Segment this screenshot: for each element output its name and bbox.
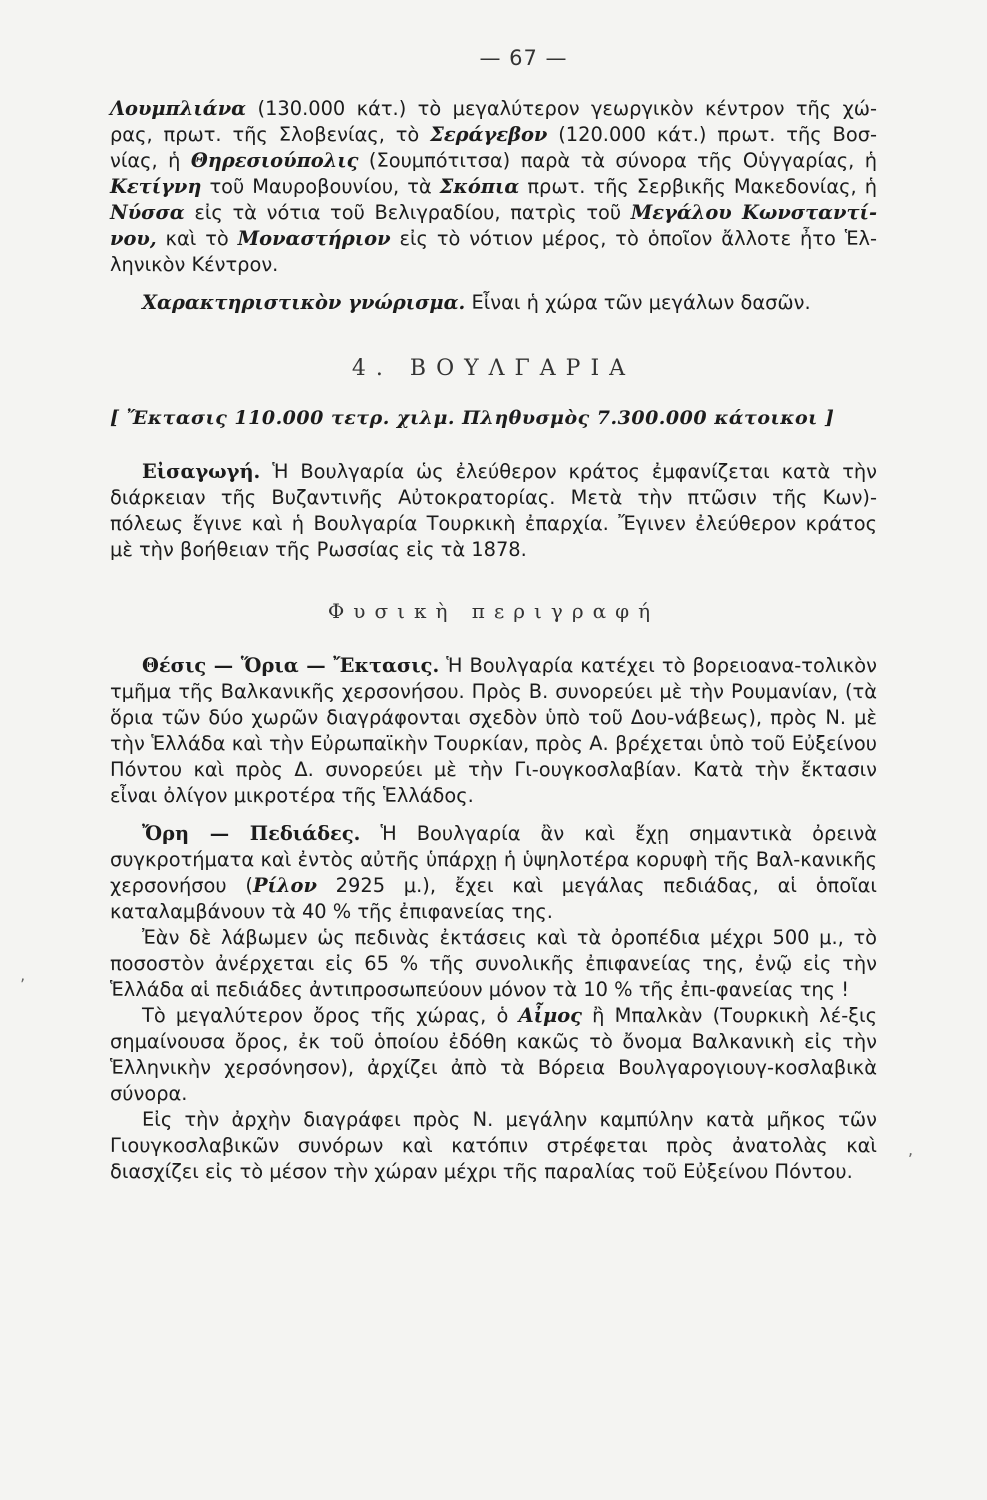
text-run: Εἶναι ἡ χώρα τῶν μεγάλων δασῶν.: [465, 291, 811, 314]
subsection-title: Φυσικὴ περιγραφή: [327, 599, 660, 623]
text-run: καὶ τὸ: [156, 227, 238, 250]
country-stats: [ Ἔκτασις 110.000 τετρ. χιλμ. Πληθυσμὸς 7.300.000 κάτοικοι ]: [110, 407, 835, 429]
text-run: (130.000 κάτ.) τὸ μεγαλύτερον γεωργικὸν κέντρον τῆς χώ-ρας, πρωτ. τῆς Σλοβενίας, τὸ: [110, 97, 877, 146]
text-run: εἰς τὰ νότια τοῦ Βελιγραδίου, πατρὶς τοῦ: [184, 201, 631, 224]
text-run: τοῦ Μαυροβουνίου, τὰ: [201, 175, 440, 198]
text-run: ἢ Μπαλκὰν (Τουρκικὴ λέ-ξις σημαίνουσα ὄρος, ἐκ τοῦ ὁποίου ἐδόθη κακῶς τὸ ὄνομα Βαλκανικὴ εἰς τὴν Ἑλληνικὴν χερσόνησον), ἀρχίζει ἀπὸ τὰ Βόρεια Βουλγαρογιουγ-κοσλαβικὰ σύνορα.: [110, 1004, 877, 1105]
mountains-label: Ὄρη — Πεδιάδες.: [142, 822, 361, 845]
page-number: — 67 —: [479, 46, 568, 70]
section-title: 4. ΒΟΥΛΓΑΡΙΑ: [351, 356, 636, 381]
mountain-haemus: Αἶμος: [518, 1004, 582, 1027]
position-label: Θέσις — Ὅρια — Ἔκτασις.: [142, 654, 440, 677]
text-run: Ἡ Βουλγαρία ὡς ἐλεύθερον κράτος ἐμφανίζεται κατὰ τὴν διάρκειαν τῆς Βυζαντινῆς Αὐτοκρατορίας. Μετὰ τὴν πτῶσιν τῆς Κων)-πόλεως ἔγινε καὶ ἡ Βουλγαρία Τουρκικὴ ἐπαρχία. Ἔγινεν ἐλεύθερον κράτος μὲ τὴν βοήθειαν τῆς Ρωσσίας εἰς τὰ 1878.: [110, 460, 877, 561]
text-run: (Σουμπότιτσα) παρὰ τὰ σύνορα τῆς Οὑγγαρίας, ἡ: [358, 149, 877, 172]
mountain-rila: Ρίλον: [252, 874, 317, 897]
characteristic-label: Χαρακτηριστικὸν γνώρισμα.: [142, 291, 466, 314]
paragraph-characteristic: [110, 290, 877, 316]
paragraph-cities: [110, 96, 877, 278]
text-run: Ἡ Βουλγαρία κατέχει τὸ βορειοανα-τολικὸν τμῆμα τῆς Βαλκανικῆς χερσονήσου. Πρὸς Β. συνορεύει μὲ τὴν Ρουμανίαν, (τὰ ὅρια τῶν δύο χωρῶν διαγράφονται σχεδὸν ὑπὸ τοῦ Δου-νάβεως), πρὸς Ν. μὲ τὴν Ἑλλάδα καὶ τὴν Εὐρωπαϊκὴν Τουρκίαν, πρὸς Α. βρέχεται ὑπὸ τοῦ Εὐξείνου Πόντου καὶ πρὸς Δ. συνορεύει μὲ τὴν Γι-ουγκοσλαβίαν. Κατὰ τὴν ἔκτασιν εἶναι ὀλίγον μικροτέρα τῆς Ἑλλάδος.: [110, 654, 877, 807]
paragraph-haemus: [110, 1003, 877, 1107]
city-monastir: Μοναστήριον: [237, 227, 391, 250]
text-run: 2925 μ.), ἔχει καὶ μεγάλας πεδιάδας, αἱ ὁποῖαι καταλαμβάνουν τὰ 40 % τῆς ἐπιφανείας της.: [110, 874, 877, 923]
city-subotica: Θηρεσιούπολις: [190, 149, 359, 172]
text-run: Ἡ Βουλγαρία ἂν καὶ ἔχῃ σημαντικὰ ὀρεινὰ συγκροτήματα καὶ ἐντὸς αὐτῆς ὑπάρχῃ ἡ ὑψηλοτέρα κορυφὴ τῆς Βαλ-κανικῆς χερσονήσου (: [110, 822, 877, 897]
margin-mark: ,: [908, 1140, 914, 1159]
paragraph-balkan-course: Εἰς τὴν ἀρχὴν διαγράφει πρὸς Ν. μεγάλην καμπύλην κατὰ μῆκος τῶν Γιουγκοσλαβικῶν συνόρων καὶ κατόπιν στρέφεται πρὸς ἀνατολὰς καὶ διασχίζει εἰς τὸ μέσον τὴν χώραν μέχρι τῆς παραλίας τοῦ Εὐξείνου Πόντου.: [110, 1108, 877, 1183]
text-run: Τὸ μεγαλύτερον ὄρος τῆς χώρας, ὁ: [142, 1004, 519, 1027]
text-run: εἰς τὸ νότιον μέρος, τὸ ὁποῖον ἄλλοτε ἦτο Ἑλ-ληνικὸν Κέντρον.: [110, 227, 877, 276]
text-run: πρωτ. τῆς Σερβικῆς Μακεδονίας, ἡ: [519, 175, 877, 198]
paragraph-introduction: [110, 459, 877, 563]
city-sarajevo: Σεράγεβον: [430, 123, 548, 146]
person-constantine: Μεγάλου Κωνσταντί-νου,: [110, 201, 877, 250]
text-run: (120.000 κάτ.) πρωτ. τῆς Βοσ-νίας, ἡ: [110, 123, 877, 172]
city-nis: Νύσσα: [110, 201, 185, 224]
city-ljubljana: Λουμπλιάνα: [110, 97, 247, 120]
paragraph-position: [110, 653, 877, 809]
city-cetinje: Κετίγνη: [110, 175, 202, 198]
margin-mark: ’: [20, 975, 26, 994]
city-skopje: Σκόπια: [439, 175, 520, 198]
introduction-label: Εἰσαγωγή.: [142, 460, 261, 483]
paragraph-mountains: [110, 821, 877, 925]
paragraph-plains: Ἐὰν δὲ λάβωμεν ὡς πεδινὰς ἐκτάσεις καὶ τὰ ὀροπέδια μέχρι 500 μ., τὸ ποσοστὸν ἀνέρχεται εἰς 65 % τῆς συνολικῆς ἐπιφανείας της, ἐνῷ εἰς τὴν Ἑλλάδα αἱ πεδιάδες ἀντιπροσωπεύουν μόνον τὰ 10 % τῆς ἐπι-φανείας της !: [110, 926, 877, 1001]
